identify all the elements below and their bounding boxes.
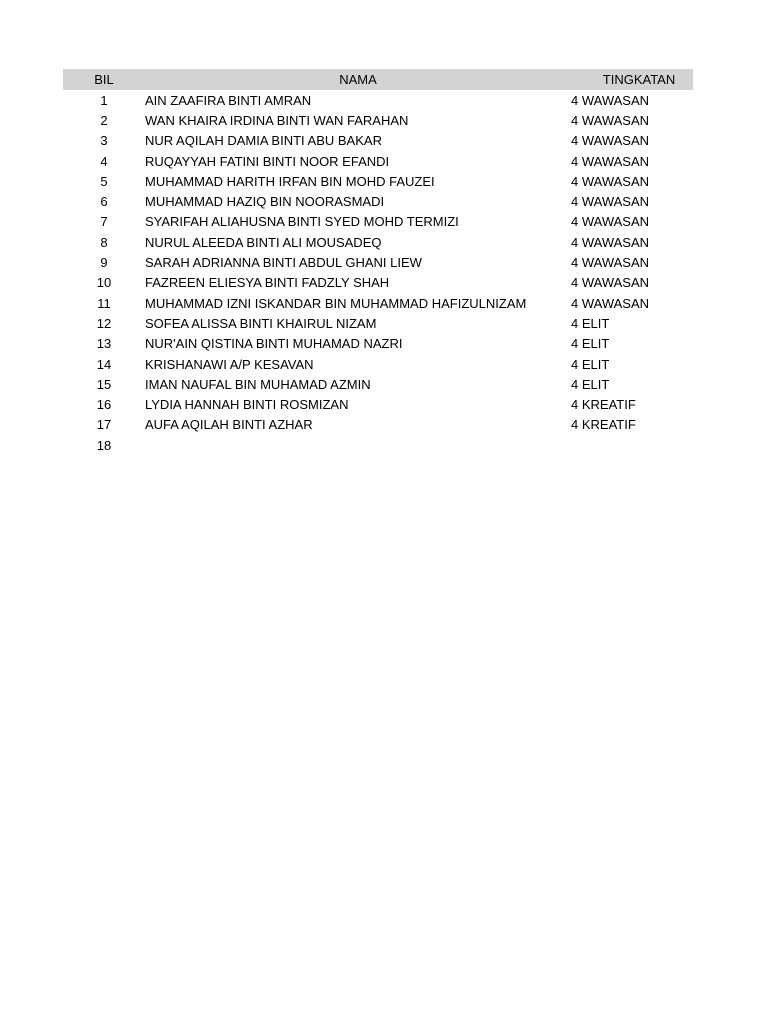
table-row — [63, 374, 693, 394]
cell-nama: FAZREEN ELIESYA BINTI FADZLY SHAH — [145, 275, 390, 291]
header-tingkatan: TINGKATAN — [602, 72, 676, 87]
table-row — [63, 90, 693, 110]
table-row — [63, 293, 693, 313]
cell-nama: SYARIFAH ALIAHUSNA BINTI SYED MOHD TERMIZI — [145, 214, 459, 230]
cell-bil: 14 — [96, 356, 112, 372]
cell-nama: AIN ZAAFIRA BINTI AMRAN — [145, 92, 312, 108]
cell-bil: 3 — [100, 133, 108, 149]
table-row — [63, 394, 693, 414]
cell-nama: SOFEA ALISSA BINTI KHAIRUL NIZAM — [145, 315, 377, 331]
cell-tingkatan: 4 WAWASAN — [571, 92, 650, 108]
cell-bil: 10 — [96, 275, 112, 291]
cell-bil: 2 — [100, 112, 108, 128]
cell-tingkatan: 4 ELIT — [571, 315, 610, 331]
table-body — [63, 90, 693, 455]
cell-nama: IMAN NAUFAL BIN MUHAMAD AZMIN — [145, 376, 371, 392]
cell-tingkatan: 4 WAWASAN — [571, 173, 650, 189]
cell-tingkatan: 4 WAWASAN — [571, 214, 650, 230]
cell-bil: 1 — [100, 92, 108, 108]
header-nama: NAMA — [339, 72, 377, 87]
cell-bil: 16 — [96, 397, 112, 413]
cell-nama: NUR'AIN QISTINA BINTI MUHAMAD NAZRI — [145, 336, 403, 352]
cell-bil: 13 — [96, 336, 112, 352]
cell-nama: MUHAMMAD HAZIQ BIN NOORASMADI — [145, 194, 385, 210]
cell-nama: NUR AQILAH DAMIA BINTI ABU BAKAR — [145, 133, 382, 149]
table-header — [63, 69, 693, 90]
table-row — [63, 273, 693, 293]
cell-nama: NURUL ALEEDA BINTI ALI MOUSADEQ — [145, 234, 382, 250]
cell-bil: 6 — [100, 194, 108, 210]
table-row — [63, 151, 693, 171]
table-row — [63, 171, 693, 191]
cell-tingkatan: 4 KREATIF — [571, 417, 636, 433]
cell-nama: LYDIA HANNAH BINTI ROSMIZAN — [145, 397, 349, 413]
cell-tingkatan: 4 ELIT — [571, 356, 610, 372]
cell-bil: 15 — [96, 376, 112, 392]
header-bil: BIL — [94, 72, 114, 87]
table-row — [63, 334, 693, 354]
table-row — [63, 313, 693, 333]
cell-bil: 5 — [100, 173, 108, 189]
cell-tingkatan: 4 WAWASAN — [571, 194, 650, 210]
cell-bil: 9 — [100, 255, 108, 271]
cell-tingkatan: 4 WAWASAN — [571, 153, 650, 169]
table-row — [63, 232, 693, 252]
cell-tingkatan: 4 WAWASAN — [571, 275, 650, 291]
table-row — [63, 131, 693, 151]
cell-nama: KRISHANAWI A/P KESAVAN — [145, 356, 314, 372]
cell-tingkatan: 4 ELIT — [571, 336, 610, 352]
cell-bil: 4 — [100, 153, 108, 169]
cell-nama: AUFA AQILAH BINTI AZHAR — [145, 417, 313, 433]
cell-nama: WAN KHAIRA IRDINA BINTI WAN FARAHAN — [145, 112, 409, 128]
table-row — [63, 415, 693, 435]
cell-nama: MUHAMMAD IZNI ISKANDAR BIN MUHAMMAD HAFIZULNIZAM — [145, 295, 527, 311]
table-row — [63, 252, 693, 272]
cell-tingkatan: 4 KREATIF — [571, 397, 636, 413]
cell-bil: 18 — [96, 437, 112, 453]
cell-nama: SARAH ADRIANNA BINTI ABDUL GHANI LIEW — [145, 255, 422, 271]
cell-bil: 7 — [100, 214, 108, 230]
table-row — [63, 435, 693, 455]
cell-tingkatan: 4 WAWASAN — [571, 234, 650, 250]
table-row — [63, 354, 693, 374]
cell-bil: 17 — [96, 417, 112, 433]
cell-nama: RUQAYYAH FATINI BINTI NOOR EFANDI — [145, 153, 390, 169]
table-row — [63, 212, 693, 232]
table-row — [63, 191, 693, 211]
cell-bil: 11 — [97, 295, 111, 311]
cell-bil: 8 — [100, 234, 108, 250]
cell-tingkatan: 4 WAWASAN — [571, 295, 650, 311]
cell-bil: 12 — [96, 315, 112, 331]
cell-tingkatan: 4 WAWASAN — [571, 133, 650, 149]
cell-tingkatan: 4 WAWASAN — [571, 112, 650, 128]
cell-tingkatan: 4 WAWASAN — [571, 255, 650, 271]
cell-nama: MUHAMMAD HARITH IRFAN BIN MOHD FAUZEI — [145, 173, 435, 189]
student-table — [63, 69, 693, 455]
cell-tingkatan: 4 ELIT — [571, 376, 610, 392]
table-row — [63, 110, 693, 130]
